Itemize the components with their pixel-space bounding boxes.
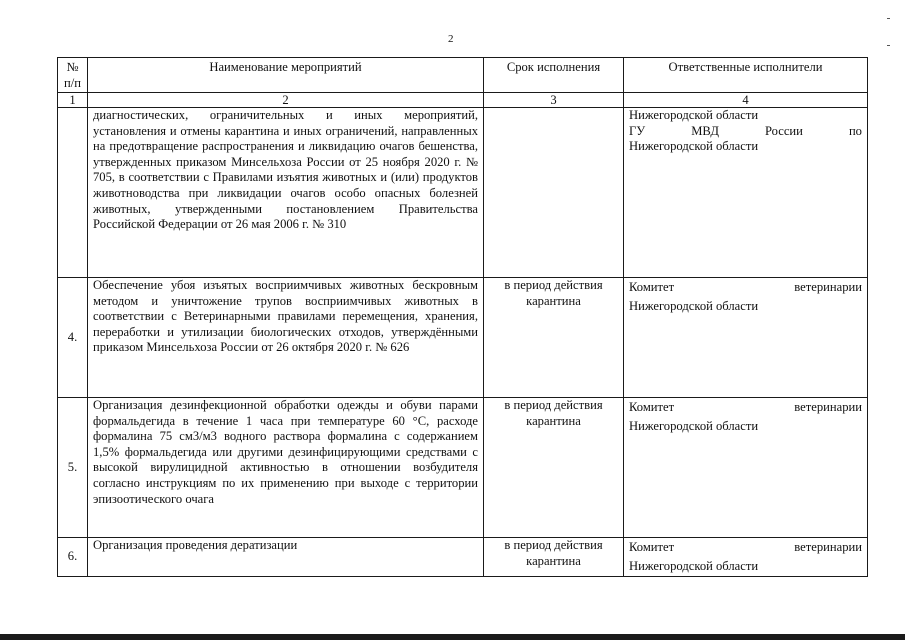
table-row [58,398,868,538]
scan-edge-bar [0,634,905,640]
header-name: Наименование мероприятий [88,58,484,93]
measure-name: диагностических, ограничительных и иных мероприятий, установления и отмены карантина и иных ограничений, направленных на предотвращение распространения и ликвидацию очагов бешенства, утвержденных приказом Минсельхоза России от 25 ноября 2020 г. № 705, в соответствии с Правилами изъятия животных и (или) продуктов животноводства при ликвидации очагов особо опасных болезней животных, утвержденными постановлением Правительства Российской Федерации от 26 мая 2006 г. № 310 [88,108,484,278]
deadline: в период действия карантина [484,398,624,538]
responsible-word: России [764,123,803,138]
responsible-word: ГУ [629,123,646,138]
responsible-word: Комитет [629,280,675,294]
table-row [58,278,868,398]
row-number [58,108,88,278]
page-number: 2 [448,33,454,45]
responsible [624,398,868,538]
responsible-line: Нижегородской области [629,419,759,433]
measure-name: Обеспечение убоя изъятых восприимчивых животных бескровным методом и уничтожение трупов восприимчивых животных в соответствии с Ветеринарными правилами перемещения, хранения, переработки и утилизации биологических отходов, утверждёнными приказом Минсельхоза России от 26 октября 2020 г. № 626 [88,278,484,398]
responsible-line [629,278,862,297]
measure-name: Организация дезинфекционной обработки одежды и обуви парами формальдегида в течение 1 часа при температуре 60 °С, расходе формалина 75 см3/м3 водного раствора формалина с содержанием 1,5% формальдегида или другими дезинфицирующими средствами с высокой вирулицидной активностью в отношении возбудителя согласно инструкциям по их применению при выходе с территории эпизоотического очага [88,398,484,538]
deadline: в период действия карантина [484,278,624,398]
responsible-line [629,398,862,417]
responsible-word: ветеринарии [794,540,862,554]
responsible [624,108,868,278]
header-deadline: Срок исполнения [484,58,624,93]
table-row [58,538,868,577]
row-number: 5. [58,398,88,538]
responsible-word: по [848,123,862,138]
responsible-line [629,538,862,557]
responsible-line: Нижегородской области [629,559,759,573]
column-index: 1 [58,93,88,108]
responsible-word: МВД [691,123,719,138]
row-number: 4. [58,278,88,398]
deadline: в период действия карантина [484,538,624,577]
column-index: 3 [484,93,624,108]
scan-mark [887,18,890,19]
responsible-word: ветеринарии [794,280,862,294]
responsible-word: Комитет [629,400,675,414]
row-number: 6. [58,538,88,577]
responsible-line: Нижегородской области [629,108,759,122]
table-header-row [58,58,868,93]
responsible-line: Нижегородской области [629,299,759,313]
responsible-line: Нижегородской области [629,139,759,154]
responsible [624,278,868,398]
scan-mark [887,45,890,46]
measure-name: Организация проведения дератизации [88,538,484,577]
responsible-word: ветеринарии [794,400,862,414]
header-num: № п/п [58,58,88,93]
measures-table [57,57,868,577]
table-row [58,108,868,278]
header-responsible: Ответственные исполнители [624,58,868,93]
column-index: 4 [624,93,868,108]
responsible-word: Комитет [629,540,675,554]
responsible [624,538,868,577]
responsible-line [629,124,862,140]
deadline [484,108,624,278]
column-index-row [58,93,868,108]
column-index: 2 [88,93,484,108]
